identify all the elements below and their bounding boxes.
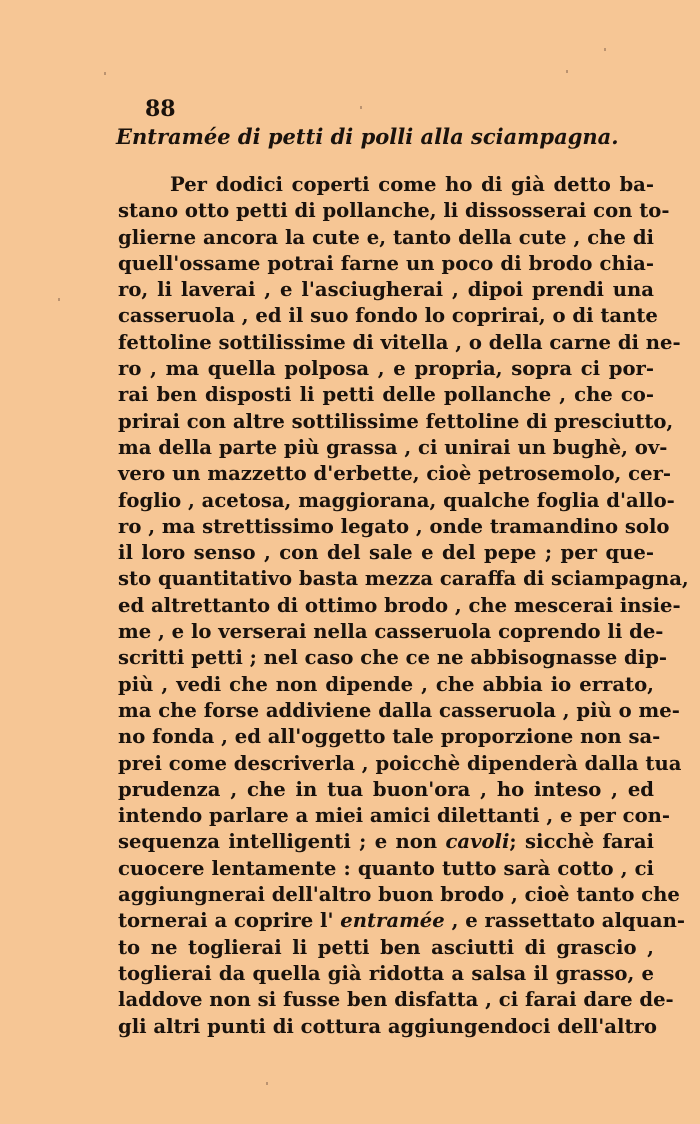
paper-speck xyxy=(566,70,568,73)
recipe-body xyxy=(118,172,689,1040)
recipe-title: Entramée di petti di polli alla sciampagna. xyxy=(116,124,619,149)
text-line: quell'ossame potrai farne un poco di brodo chia- xyxy=(118,251,654,275)
text-line: aggiungnerai dell'altro buon brodo , cioè tanto che xyxy=(118,883,680,907)
text-line: ro , ma quella polposa , e propria, sopra ci por- xyxy=(118,357,654,381)
paper-speck xyxy=(266,1082,268,1085)
text-line: foglio , acetosa, maggiorana, qualche foglia d'allo- xyxy=(118,488,675,512)
text-line: più , vedi che non dipende , che abbia io errato, xyxy=(118,672,654,696)
text-line: il loro senso , con del sale e del pepe ; per que- xyxy=(118,541,654,565)
text-line: stano otto petti di pollanche, li dissosserai con to- xyxy=(118,199,670,223)
text-line: ro , ma strettissimo legato , onde tramandino solo xyxy=(118,514,670,538)
text-line: glierne ancora la cute e, tanto della cute , che di xyxy=(118,225,654,249)
text-line: to ne toglierai li petti ben asciutti di grascio , xyxy=(118,935,654,959)
text-segment: tornerai a coprire l' xyxy=(118,909,341,933)
text-line: ed altrettanto di ottimo brodo , che mescerai insie- xyxy=(118,593,681,617)
text-line: ro, li laverai , e l'asciugherai , dipoi prendi una xyxy=(118,278,654,302)
paper-speck xyxy=(58,298,60,301)
text-line: prirai con altre sottilissime fettoline di presciutto, xyxy=(118,409,674,433)
text-line xyxy=(118,829,654,855)
paper-speck xyxy=(360,106,362,109)
text-line: vero un mazzetto d'erbette, cioè petrosemolo, cer- xyxy=(118,462,672,486)
text-segment: sequenza intelligenti ; e non xyxy=(118,830,446,854)
text-line: no fonda , ed all'oggetto tale proporzione non sa- xyxy=(118,725,661,749)
paper-speck xyxy=(604,48,606,51)
paper-speck xyxy=(104,72,106,75)
text-line: Per dodici coperti come ho di già detto ba- xyxy=(170,173,654,196)
text-line: scritti petti ; nel caso che ce ne abbisognasse dip- xyxy=(118,646,668,670)
text-line: prudenza , che in tua buon'ora , ho inteso , ed xyxy=(118,777,654,801)
text-line: rai ben disposti li petti delle pollanche , che co- xyxy=(118,383,654,407)
text-line xyxy=(118,908,685,934)
italic-word: entramée xyxy=(340,909,445,933)
italic-word: cavoli xyxy=(445,830,510,854)
text-line: fettoline sottilissime di vitella , o della carne di ne- xyxy=(118,330,681,354)
text-line: ma della parte più grassa , ci unirai un bughè, ov- xyxy=(118,435,668,459)
text-segment: , e rassettato alquan- xyxy=(444,909,685,933)
text-line: sto quantitativo basta mezza caraffa di sciampagna, xyxy=(118,567,689,591)
text-line: cuocere lentamente : quanto tutto sarà cotto , ci xyxy=(118,856,654,880)
text-line: me , e lo verserai nella casseruola coprendo li de- xyxy=(118,620,664,644)
page-number: 88 xyxy=(145,96,176,122)
text-segment: ; sicchè farai xyxy=(509,830,654,854)
text-line: gli altri punti di cottura aggiungendoci dell'altro xyxy=(118,1014,657,1038)
text-line: casseruola , ed il suo fondo lo coprirai, o di tante xyxy=(118,304,658,328)
text-line: prei come descriverla , poicchè dipenderà dalla tua xyxy=(118,751,682,775)
text-line: intendo parlare a miei amici dilettanti , e per con- xyxy=(118,804,671,828)
text-line: toglierai da quella già ridotta a salsa il grasso, e xyxy=(118,961,654,985)
text-line: laddove non si fusse ben disfatta , ci farai dare de- xyxy=(118,988,674,1012)
text-line: ma che forse addiviene dalla casseruola , più o me- xyxy=(118,698,680,722)
